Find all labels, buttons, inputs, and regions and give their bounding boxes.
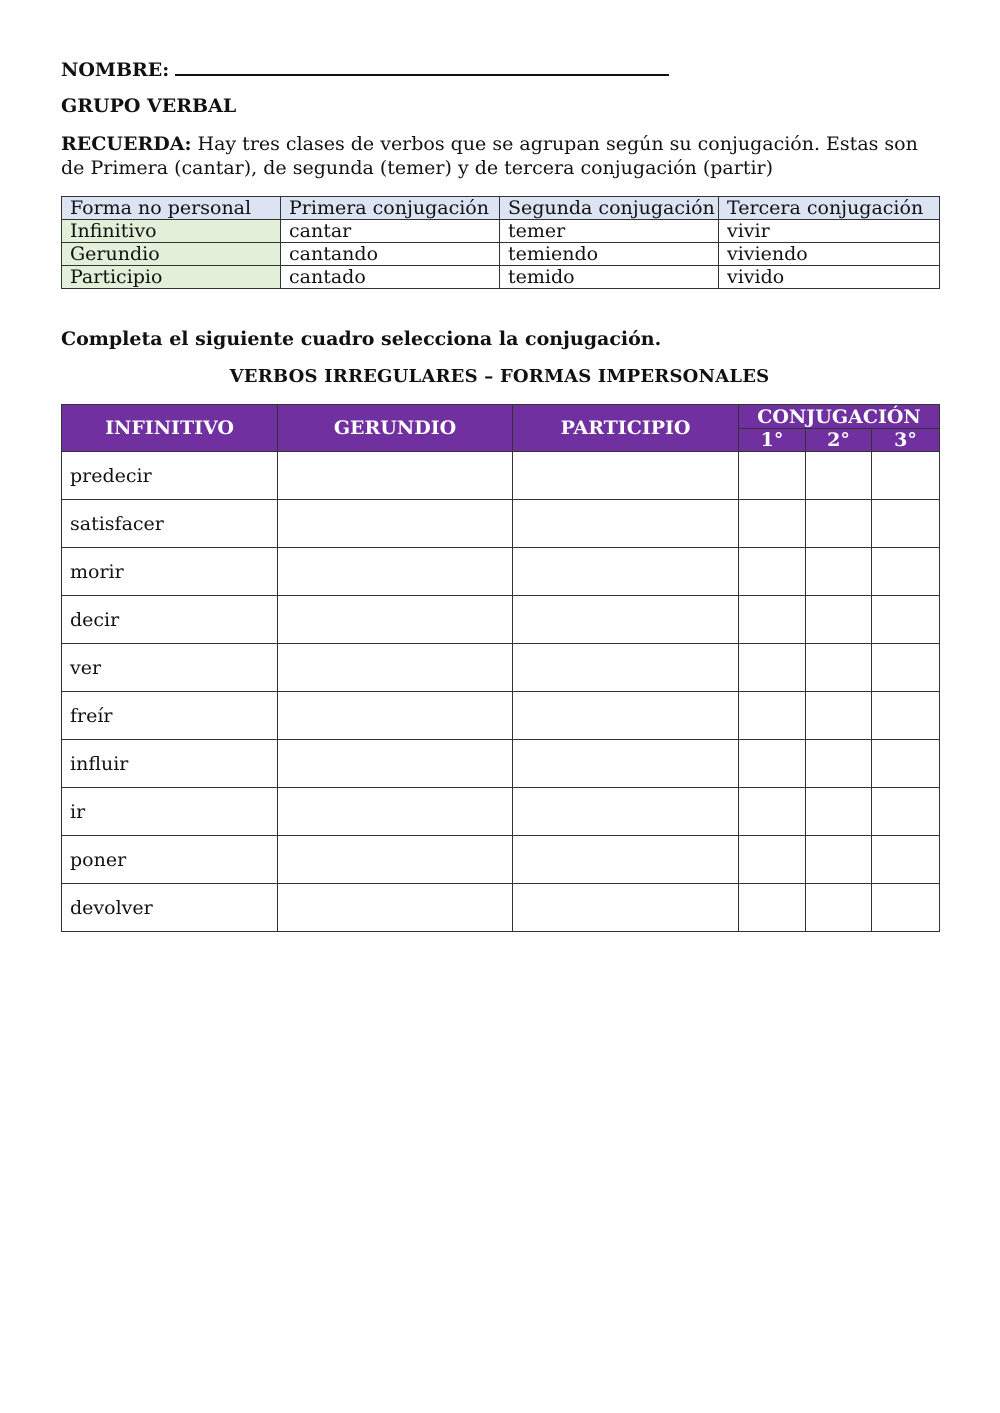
conj-1-checkbox-cell[interactable]	[739, 548, 806, 596]
conj-3-checkbox-cell[interactable]	[872, 788, 940, 836]
header-conj-1: 1°	[739, 429, 806, 452]
reference-header-cell: Tercera conjugación	[719, 197, 940, 220]
conj-2-checkbox-cell[interactable]	[806, 884, 872, 932]
participio-input-cell[interactable]	[513, 500, 739, 548]
reference-cell: temiendo	[500, 243, 719, 266]
name-line	[61, 56, 938, 82]
conj-3-checkbox-cell[interactable]	[872, 836, 940, 884]
conj-1-checkbox-cell[interactable]	[739, 788, 806, 836]
exercise-header-row	[62, 405, 940, 429]
reminder-paragraph	[61, 132, 921, 180]
conj-2-checkbox-cell[interactable]	[806, 740, 872, 788]
verb-infinitive: ver	[62, 644, 278, 692]
participio-input-cell[interactable]	[513, 692, 739, 740]
reference-header-row	[62, 197, 940, 220]
conj-3-checkbox-cell[interactable]	[872, 644, 940, 692]
participio-input-cell[interactable]	[513, 596, 739, 644]
conj-2-checkbox-cell[interactable]	[806, 788, 872, 836]
reference-row-participio	[62, 266, 940, 289]
conj-2-checkbox-cell[interactable]	[806, 500, 872, 548]
table-row	[62, 884, 940, 932]
reference-table	[61, 196, 940, 289]
worksheet	[61, 56, 938, 932]
conj-1-checkbox-cell[interactable]	[739, 740, 806, 788]
header-infinitivo: INFINITIVO	[62, 405, 278, 452]
verb-infinitive: freír	[62, 692, 278, 740]
gerundio-input-cell[interactable]	[278, 596, 513, 644]
conj-2-checkbox-cell[interactable]	[806, 836, 872, 884]
table-row	[62, 692, 940, 740]
gerundio-input-cell[interactable]	[278, 452, 513, 500]
table-row	[62, 500, 940, 548]
conj-2-checkbox-cell[interactable]	[806, 548, 872, 596]
conj-3-checkbox-cell[interactable]	[872, 740, 940, 788]
gerundio-input-cell[interactable]	[278, 788, 513, 836]
table-row	[62, 788, 940, 836]
conj-1-checkbox-cell[interactable]	[739, 692, 806, 740]
reference-cell: vivido	[719, 266, 940, 289]
table-row	[62, 548, 940, 596]
gerundio-input-cell[interactable]	[278, 548, 513, 596]
table-row	[62, 596, 940, 644]
conj-2-checkbox-cell[interactable]	[806, 644, 872, 692]
reference-header-cell: Forma no personal	[62, 197, 281, 220]
gerundio-input-cell[interactable]	[278, 500, 513, 548]
reference-row-label: Gerundio	[62, 243, 281, 266]
reference-row-infinitivo	[62, 220, 940, 243]
participio-input-cell[interactable]	[513, 884, 739, 932]
table-row	[62, 740, 940, 788]
header-gerundio: GERUNDIO	[278, 405, 513, 452]
gerundio-input-cell[interactable]	[278, 836, 513, 884]
verb-infinitive: devolver	[62, 884, 278, 932]
participio-input-cell[interactable]	[513, 836, 739, 884]
conj-3-checkbox-cell[interactable]	[872, 692, 940, 740]
conj-3-checkbox-cell[interactable]	[872, 500, 940, 548]
reference-row-label: Participio	[62, 266, 281, 289]
conj-1-checkbox-cell[interactable]	[739, 452, 806, 500]
conj-3-checkbox-cell[interactable]	[872, 596, 940, 644]
conj-2-checkbox-cell[interactable]	[806, 596, 872, 644]
reference-cell: vivir	[719, 220, 940, 243]
exercise-table	[61, 404, 940, 932]
verb-infinitive: decir	[62, 596, 278, 644]
exercise-title: VERBOS IRREGULARES – FORMAS IMPERSONALES	[229, 366, 770, 387]
conj-1-checkbox-cell[interactable]	[739, 836, 806, 884]
instruction-text: Completa el siguiente cuadro selecciona la conjugación.	[61, 328, 662, 350]
verb-infinitive: morir	[62, 548, 278, 596]
participio-input-cell[interactable]	[513, 644, 739, 692]
reference-cell: cantado	[281, 266, 500, 289]
header-conj-2: 2°	[806, 429, 872, 452]
table-row	[62, 836, 940, 884]
section-title: GRUPO VERBAL	[61, 95, 237, 117]
reference-cell: cantar	[281, 220, 500, 243]
conj-3-checkbox-cell[interactable]	[872, 548, 940, 596]
participio-input-cell[interactable]	[513, 452, 739, 500]
reference-cell: cantando	[281, 243, 500, 266]
reference-header-cell: Segunda conjugación	[500, 197, 719, 220]
participio-input-cell[interactable]	[513, 548, 739, 596]
conj-2-checkbox-cell[interactable]	[806, 692, 872, 740]
name-label: NOMBRE:	[61, 59, 170, 81]
gerundio-input-cell[interactable]	[278, 692, 513, 740]
conj-3-checkbox-cell[interactable]	[872, 452, 940, 500]
table-row	[62, 644, 940, 692]
reference-header-cell: Primera conjugación	[281, 197, 500, 220]
gerundio-input-cell[interactable]	[278, 884, 513, 932]
reference-row-label: Infinitivo	[62, 220, 281, 243]
gerundio-input-cell[interactable]	[278, 644, 513, 692]
reminder-label: RECUERDA:	[61, 133, 192, 155]
reference-cell: viviendo	[719, 243, 940, 266]
verb-infinitive: influir	[62, 740, 278, 788]
conj-1-checkbox-cell[interactable]	[739, 644, 806, 692]
verb-infinitive: satisfacer	[62, 500, 278, 548]
reminder-text: Hay tres clases de verbos que se agrupan según su conjugación. Estas son de Primera (cantar), de segunda (temer) y de tercera conjugación (partir)	[61, 133, 918, 179]
header-participio: PARTICIPIO	[513, 405, 739, 452]
verb-infinitive: poner	[62, 836, 278, 884]
conj-3-checkbox-cell[interactable]	[872, 884, 940, 932]
verb-infinitive: ir	[62, 788, 278, 836]
conj-1-checkbox-cell[interactable]	[739, 884, 806, 932]
conj-1-checkbox-cell[interactable]	[739, 500, 806, 548]
header-conj-3: 3°	[872, 429, 940, 452]
conj-1-checkbox-cell[interactable]	[739, 596, 806, 644]
header-conjugacion: CONJUGACIÓN	[739, 405, 940, 429]
gerundio-input-cell[interactable]	[278, 740, 513, 788]
reference-cell: temer	[500, 220, 719, 243]
participio-input-cell[interactable]	[513, 740, 739, 788]
verb-infinitive: predecir	[62, 452, 278, 500]
participio-input-cell[interactable]	[513, 788, 739, 836]
reference-row-gerundio	[62, 243, 940, 266]
conj-2-checkbox-cell[interactable]	[806, 452, 872, 500]
reference-cell: temido	[500, 266, 719, 289]
name-blank-field[interactable]	[175, 56, 669, 76]
table-row	[62, 452, 940, 500]
